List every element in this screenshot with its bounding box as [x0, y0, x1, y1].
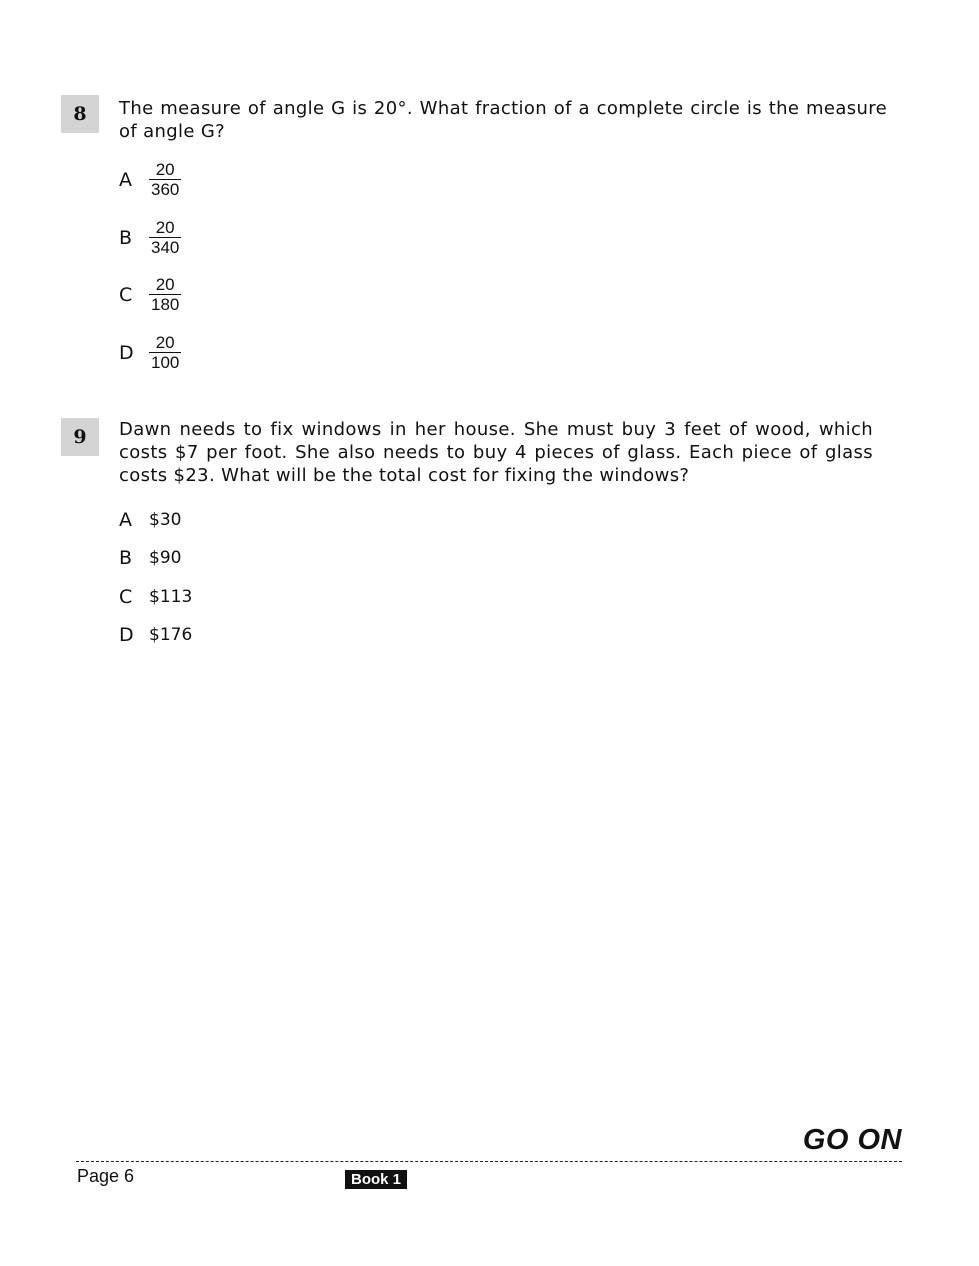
q9-choice-a[interactable]: [119, 509, 181, 531]
fraction-numerator: 20: [155, 160, 175, 179]
choice-value: $30: [149, 510, 182, 530]
question-number-9: 9: [61, 418, 99, 456]
choice-value: $90: [149, 548, 182, 568]
choice-letter: D: [119, 624, 134, 646]
q8-choice-a[interactable]: [119, 160, 181, 199]
footer-divider: [76, 1161, 902, 1162]
fraction: [149, 275, 181, 314]
question-9-text: Dawn needs to fix windows in her house. She must buy 3 feet of wood, which costs $7 per foot. She also needs to buy 4 pieces of glass. Each piece of glass costs $23. What will be the total cost for fixing the windows?: [119, 419, 873, 486]
book-label: Book 1: [345, 1170, 407, 1189]
fraction-numerator: 20: [155, 275, 175, 294]
choice-letter: B: [119, 226, 133, 249]
choice-letter: C: [119, 586, 133, 608]
q9-choice-d[interactable]: [119, 624, 192, 646]
choice-letter: D: [119, 341, 134, 364]
fraction-numerator: 20: [155, 218, 175, 237]
choice-letter: C: [119, 283, 133, 306]
q8-choice-d[interactable]: [119, 333, 181, 372]
choice-letter: A: [119, 168, 132, 191]
fraction-denominator: 360: [151, 180, 180, 199]
fraction-denominator: 100: [151, 353, 180, 372]
page-number: Page 6: [77, 1166, 135, 1186]
question-8-text: The measure of angle G is 20°. What fraction of a complete circle is the measure of angle G?: [119, 98, 887, 142]
fraction: [149, 160, 181, 199]
fraction: [149, 218, 181, 257]
choice-letter: B: [119, 547, 133, 569]
fraction: [149, 333, 181, 372]
go-on-label: GO ON: [802, 1124, 902, 1156]
q9-choice-b[interactable]: [119, 547, 181, 569]
q9-choice-c[interactable]: [119, 586, 192, 608]
choice-letter: A: [119, 509, 132, 531]
choice-value: $176: [149, 625, 193, 645]
fraction-numerator: 20: [155, 333, 175, 352]
q8-choice-b[interactable]: [119, 218, 181, 257]
question-number-8: 8: [61, 95, 99, 133]
fraction-denominator: 340: [151, 238, 180, 257]
q8-choice-c[interactable]: [119, 275, 181, 314]
fraction-denominator: 180: [151, 295, 180, 314]
choice-value: $113: [149, 587, 193, 607]
